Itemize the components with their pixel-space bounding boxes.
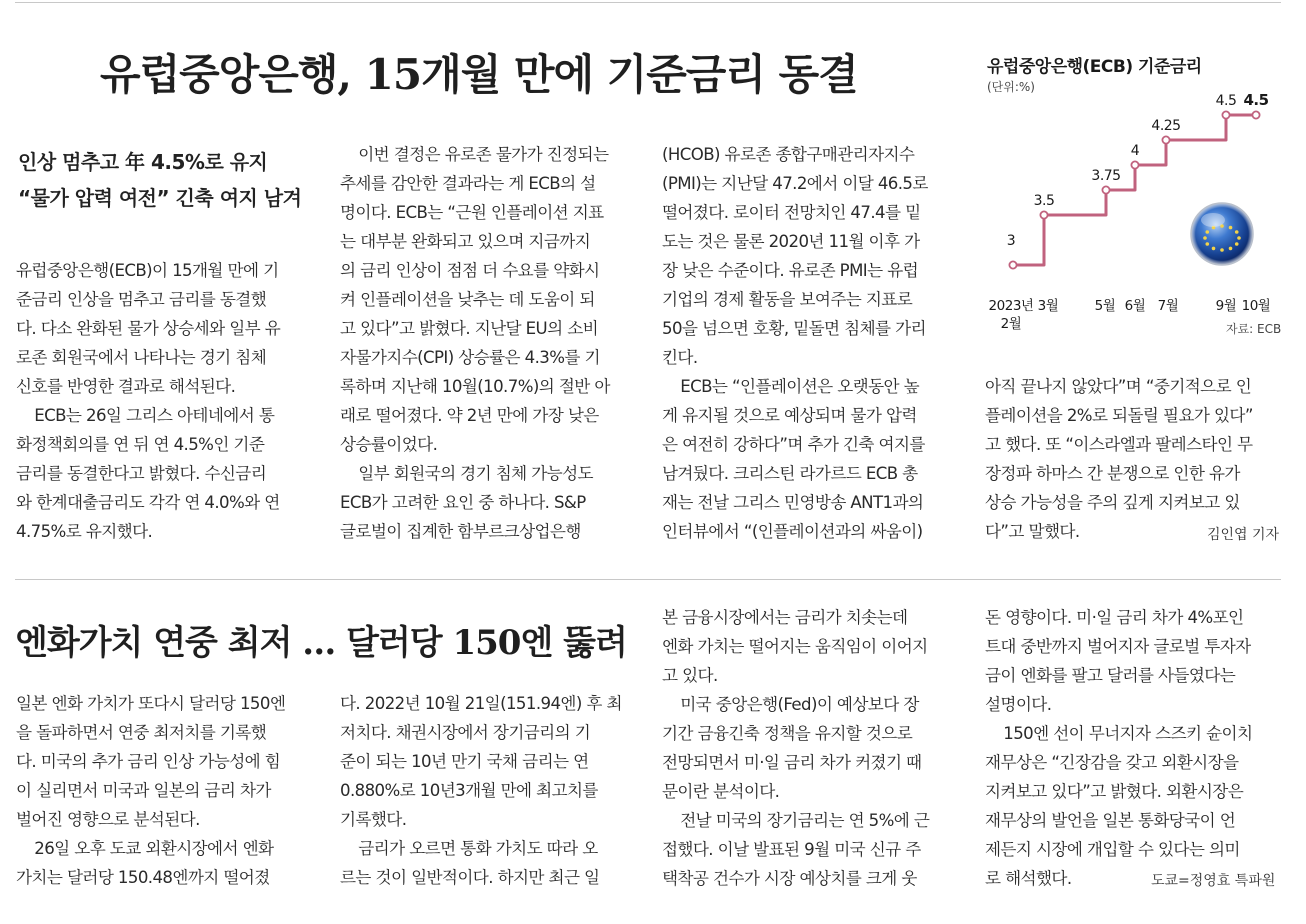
text-line: 고 했다. 또 “이스라엘과 팔레스타인 무 <box>985 435 1253 454</box>
text-line: 본 금융시장에서는 금리가 치솟는데 <box>662 608 908 627</box>
text-line: 엔화 가치는 떨어지는 움직임이 이어지 <box>662 637 928 656</box>
globe-rim <box>1191 203 1253 265</box>
text-line: 떨어졌다. 로이터 전망치인 47.4를 밑 <box>662 203 921 222</box>
text-line: 장정파 하마스 간 분쟁으로 인한 유가 <box>985 464 1240 483</box>
text-line: 게 유지될 것으로 예상되며 물가 압력 <box>662 406 917 425</box>
globe-star <box>1229 226 1233 230</box>
text-line: 금리를 동결한다고 밝혔다. 수신금리 <box>16 464 267 483</box>
article2-headline: 엔화가치 연중 최저 … 달러당 150엔 뚫려 <box>15 623 627 663</box>
rate-point <box>1162 136 1169 143</box>
text-line: 명이다. ECB는 “근원 인플레이션 지표 <box>340 203 604 222</box>
value-label: 4.5 <box>1215 93 1237 109</box>
text-line: 플레이션을 2%로 되돌릴 필요가 있다” <box>985 406 1253 425</box>
rate-point <box>1040 211 1047 218</box>
euro-globe-icon <box>1191 203 1253 265</box>
globe-star <box>1237 236 1241 240</box>
globe-star <box>1235 230 1239 234</box>
text-line: 벌어진 영향으로 분석된다. <box>16 810 200 829</box>
article1-headline: 유럽중앙은행, 15개월 만에 기준금리 동결 <box>100 50 858 99</box>
text-line: 는 대부분 완화되고 있으며 지금까지 <box>340 232 591 251</box>
article2-column-3 <box>662 603 962 893</box>
chart-title: 유럽중앙은행(ECB) 기준금리 <box>987 57 1202 77</box>
top-rule <box>15 2 1281 3</box>
value-label: 4.5 <box>1243 91 1269 109</box>
chart-source: 자료: ECB <box>1226 322 1282 336</box>
text-line: 고 있다. <box>662 666 718 685</box>
text-line: 돈 영향이다. 미·일 금리 차가 4%포인 <box>985 608 1244 627</box>
value-label: 3.75 <box>1091 168 1121 184</box>
text-line: 은 여전히 강하다”며 추가 긴축 여지를 <box>662 435 925 454</box>
article1-column-3 <box>662 140 960 546</box>
globe-star <box>1212 247 1216 251</box>
text-line: 준이 되는 10년 만기 국채 금리는 연 <box>340 752 589 771</box>
text-line: 26일 오후 도쿄 외환시장에서 엔화 <box>34 839 274 858</box>
text-line: 인터뷰에서 “(인플레이션과의 싸움이) <box>662 522 923 541</box>
text-line: 택착공 건수가 시장 예상치를 크게 웃 <box>662 869 917 888</box>
text-line: 기록했다. <box>340 810 407 829</box>
text-line: 이 실리면서 미국과 일본의 금리 차가 <box>16 781 271 800</box>
text-line: (HCOB) 유로존 종합구매관리자지수 <box>662 145 915 164</box>
text-line: 설명이다. <box>985 695 1052 714</box>
text-line: 문이란 분석이다. <box>662 782 780 801</box>
text-line: 4.75%로 유지했다. <box>16 522 153 541</box>
text-line: 150엔 선이 무너지자 스즈키 슌이치 <box>1003 724 1253 743</box>
text-line: 고 있다”고 밝혔다. 지난달 EU의 소비 <box>340 319 599 338</box>
text-line: 준금리 인상을 멈추고 금리를 동결했 <box>16 290 267 309</box>
text-line: 켜 인플레이션을 낮추는 데 도움이 되 <box>340 290 595 309</box>
text-line: 지켜보고 있다”고 밝혔다. 외환시장은 <box>985 782 1244 801</box>
text-line: 의 금리 인상이 점점 더 수요를 약화시 <box>340 261 600 280</box>
rate-point <box>1131 161 1138 168</box>
tick-label: 2월 <box>1000 316 1022 332</box>
text-line: 일부 회원국의 경기 침체 가능성도 <box>358 464 593 483</box>
article1-subhead-1: 인상 멈추고 年 4.5%로 유지 <box>18 150 268 174</box>
globe-star <box>1205 230 1209 234</box>
article2-column-4 <box>985 603 1285 893</box>
text-line: 다. 2022년 10월 21일(151.94엔) 후 최 <box>340 694 622 713</box>
tick-label: 7월 <box>1157 298 1179 314</box>
text-line: 다”고 말했다. <box>985 522 1080 541</box>
text-line: 자물가지수(CPI) 상승률은 4.3%를 기 <box>340 348 600 367</box>
value-label: 4 <box>1130 143 1140 159</box>
tick-label: 3월 <box>1037 298 1059 314</box>
text-line: 0.880%로 10년3개월 만에 최고치를 <box>340 781 598 800</box>
article1-column-4 <box>985 372 1285 546</box>
text-line: ECB가 고려한 요인 중 하나다. S&P <box>340 493 586 512</box>
text-line: 상승 가능성을 주의 깊게 지켜보고 있 <box>985 493 1240 512</box>
text-line: 이번 결정은 유로존 물가가 진정되는 <box>358 145 609 164</box>
globe-star <box>1229 247 1233 251</box>
article2-byline: 도쿄=정영효 특파원 <box>1151 873 1276 889</box>
value-label: 3 <box>1006 233 1016 249</box>
tick-label: 5월 <box>1094 298 1116 314</box>
rate-point <box>1252 111 1259 118</box>
rate-point <box>1009 261 1016 268</box>
text-line: 다. 다소 완화된 물가 상승세와 일부 유 <box>16 319 281 338</box>
rate-point <box>1102 186 1109 193</box>
text-line: 트대 중반까지 벌어지자 글로벌 투자자 <box>985 637 1251 656</box>
text-line: 남겨뒀다. 크리스틴 라가르드 ECB 총 <box>662 464 918 483</box>
tick-label: 10월 <box>1241 298 1271 314</box>
text-line: 전날 미국의 장기금리는 연 5%에 근 <box>680 811 930 830</box>
tick-label: 9월 <box>1215 298 1237 314</box>
globe-star <box>1203 236 1207 240</box>
text-line: 저치다. 채권시장에서 장기금리의 기 <box>340 723 591 742</box>
value-label: 4.25 <box>1151 118 1181 134</box>
text-line: 재는 전날 그리스 민영방송 ANT1과의 <box>662 493 924 512</box>
text-line: 록하며 지난해 10월(10.7%)의 절반 아 <box>340 377 610 396</box>
text-line: 로존 회원국에서 나타나는 경기 침체 <box>16 348 267 367</box>
text-line: 금이 엔화를 팔고 달러를 사들였다는 <box>985 666 1236 685</box>
article2-column-1 <box>16 689 316 892</box>
text-line: 기업의 경제 활동을 보여주는 지표로 <box>662 290 913 309</box>
text-line: ECB는 “인플레이션은 오랫동안 높 <box>680 377 920 396</box>
article1-subhead-2: “물가 압력 여전” 긴축 여지 남겨 <box>18 186 302 210</box>
text-line: 제든지 시장에 개입할 수 있다는 의미 <box>985 840 1240 859</box>
text-line: 상승률이었다. <box>340 435 438 454</box>
tick-label: 2023년 <box>988 298 1034 314</box>
text-line: 일본 엔화 가치가 또다시 달러당 150엔 <box>16 694 286 713</box>
text-line: 아직 끝나지 않았다”며 “중기적으로 인 <box>985 377 1252 396</box>
text-line: (PMI)는 지난달 47.2에서 이달 46.5로 <box>662 174 928 193</box>
text-line: 로 해석했다. <box>985 869 1072 888</box>
text-line: 화정책회의를 연 뒤 연 4.5%인 기준 <box>16 435 265 454</box>
article1-column-2 <box>340 140 638 546</box>
text-line: 금리가 오르면 통화 가치도 따라 오 <box>358 839 598 858</box>
text-line: 추세를 감안한 결과라는 게 ECB의 설 <box>340 174 596 193</box>
text-line: 도는 것은 물론 2020년 11월 이후 가 <box>662 232 920 251</box>
ecb-rate-chart <box>980 88 1280 340</box>
text-line: 와 한계대출금리도 각각 연 4.0%와 연 <box>16 493 280 512</box>
article2-column-2 <box>340 689 640 892</box>
globe-star <box>1220 248 1224 252</box>
text-line: 미국 중앙은행(Fed)이 예상보다 장 <box>680 695 919 714</box>
text-line: 전망되면서 미·일 금리 차가 커졌기 때 <box>662 753 922 772</box>
text-line: 래로 떨어졌다. 약 2년 만에 가장 낮은 <box>340 406 599 425</box>
text-line: ECB는 26일 그리스 아테네에서 통 <box>34 406 275 425</box>
text-line: 르는 것이 일반적이다. 하지만 최근 일 <box>340 868 600 887</box>
text-line: 다. 미국의 추가 금리 인상 가능성에 힘 <box>16 752 281 771</box>
chart-unit: (단위:%) <box>987 80 1035 94</box>
text-line: 기간 금융긴축 정책을 유지할 것으로 <box>662 724 913 743</box>
globe-star <box>1235 242 1239 246</box>
text-line: 킨다. <box>662 348 698 367</box>
text-line: 신호를 반영한 결과로 해석된다. <box>16 377 236 396</box>
text-line: 가치는 달러당 150.48엔까지 떨어졌 <box>16 868 270 887</box>
section-divider <box>15 579 1281 580</box>
text-line: 50을 넘으면 호황, 밑돌면 침체를 가리 <box>662 319 926 338</box>
rate-point <box>1222 111 1229 118</box>
text-line: 재무상의 발언을 일본 통화당국이 언 <box>985 811 1236 830</box>
globe-star <box>1205 242 1209 246</box>
value-label: 3.5 <box>1033 193 1055 209</box>
article1-byline: 김인엽 기자 <box>1207 527 1280 543</box>
article1-column-1 <box>16 256 314 546</box>
globe-highlight <box>1201 213 1225 227</box>
tick-label: 6월 <box>1124 298 1146 314</box>
text-line: 접했다. 이날 발표된 9월 미국 신규 주 <box>662 840 921 859</box>
text-line: 재무상은 “긴장감을 갖고 외환시장을 <box>985 753 1239 772</box>
text-line: 장 낮은 수준이다. 유로존 PMI는 유럽 <box>662 261 919 280</box>
text-line: 을 돌파하면서 연중 최저치를 기록했 <box>16 723 267 742</box>
text-line: 글로벌이 집계한 함부르크상업은행 <box>340 522 581 541</box>
text-line: 유럽중앙은행(ECB)이 15개월 만에 기 <box>16 261 279 280</box>
